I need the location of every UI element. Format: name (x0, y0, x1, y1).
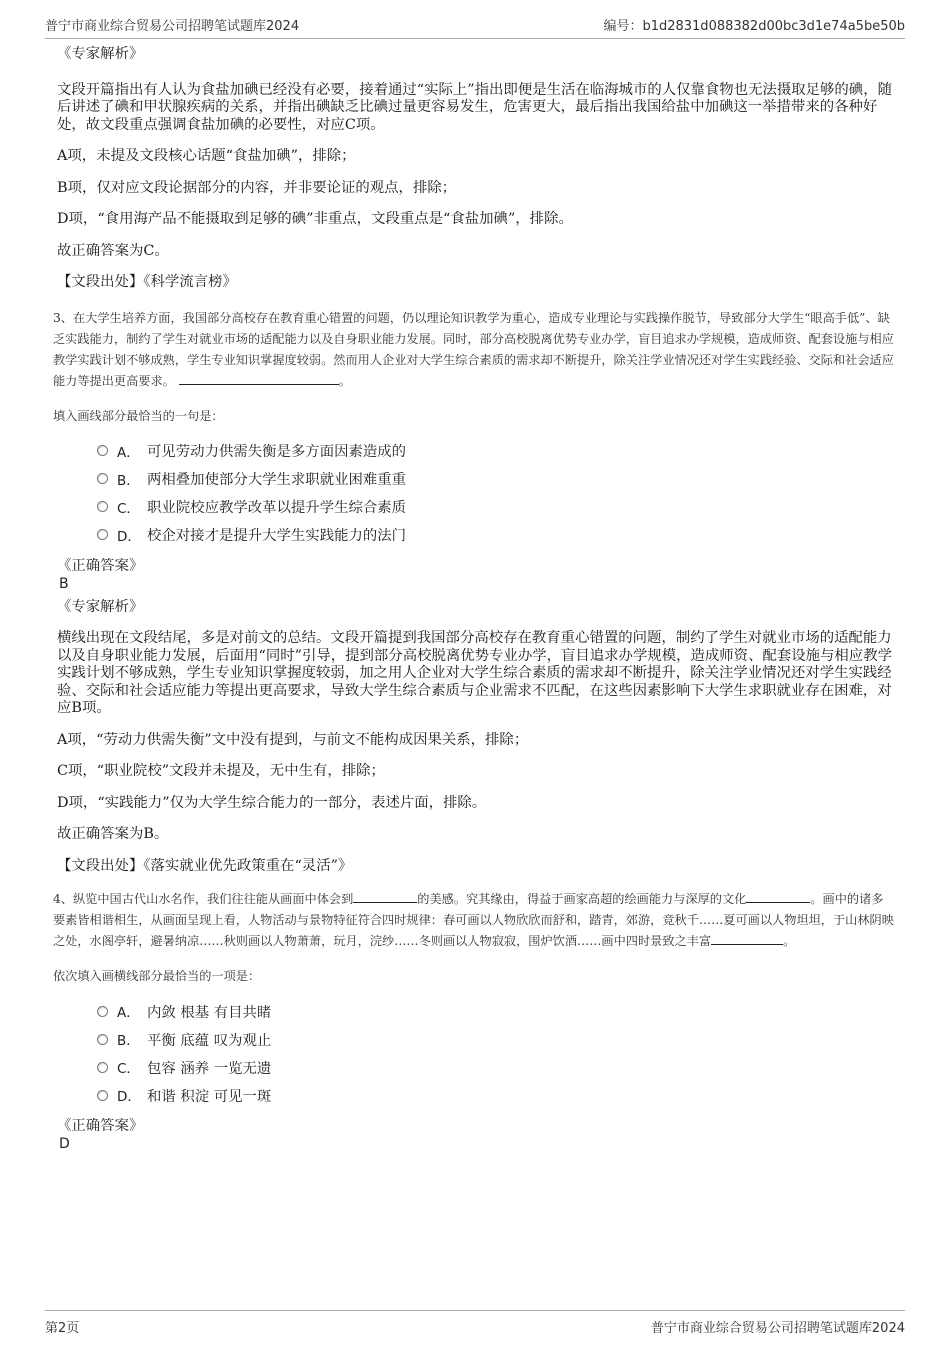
page-header (45, 14, 905, 39)
option-text: 校企对接才是提升大学生实践能力的法门 (147, 528, 407, 544)
radio-button[interactable] (97, 1006, 108, 1017)
q4-option-a[interactable] (97, 997, 895, 1025)
q4-prompt: 依次填入画横线部分最恰当的一项是： (53, 969, 261, 983)
q4-blank-3 (711, 932, 783, 945)
q3-prompt: 填入画线部分最恰当的一句是： (53, 408, 224, 423)
page-content (53, 46, 895, 1159)
option-letter: B． (117, 1033, 140, 1049)
q2-line-d: D项，“食用海产品不能摄取到足够的碘”非重点，文段重点是“食盐加碘”，排除。 (57, 211, 573, 227)
q3-source: 【文段出处】《落实就业优先政策重在“灵活”》 (57, 857, 353, 874)
q3-option-d[interactable] (97, 521, 895, 549)
option-text: 可见劳动力供需失衡是多方面因素造成的 (147, 444, 407, 460)
option-letter: C． (117, 500, 140, 517)
q4-stem-a: 4、纵览中国古代山水名作，我们往往能从画面中体会到 (53, 892, 354, 906)
option-text: 职业院校应教学改革以提升学生综合素质 (147, 500, 407, 516)
q3-option-a[interactable] (97, 437, 895, 465)
q2-analysis: 文段开篇指出有人认为食盐加碘已经没有必要，接着通过“实际上”指出即便是生活在临海城市的人仅靠食物也无法摄取足够的碘，随后讲述了碘和甲状腺疾病的关系，并指出碘缺乏比碘过量更容易发生，危害更大，最后指出我国给盐中加碘这一举措带来的各种好处，故文段重点强调食盐加碘的必要性，对应C项。 (57, 81, 892, 133)
q4-stem-end: 。 (783, 934, 796, 948)
q4-stem (53, 889, 895, 952)
radio-button[interactable] (97, 1090, 108, 1101)
q3-line-a: A项，“劳动力供需失衡”文中没有提到，与前文不能构成因果关系，排除； (57, 731, 529, 748)
radio-button[interactable] (97, 529, 108, 540)
q3-answer-line: 故正确答案为B。 (57, 826, 169, 842)
q3-answer-title: 《正确答案》 (57, 557, 144, 574)
q3-option-b[interactable] (97, 465, 895, 493)
radio-button[interactable] (97, 501, 108, 512)
q4-answer-title: 《正确答案》 (57, 1118, 144, 1134)
q4-stem-b: 的美感。究其缘由，得益于画家高超的绘画能力与深厚的文化 (417, 892, 747, 906)
q3-analysis-title: 《专家解析》 (57, 598, 144, 615)
option-letter: C． (117, 1061, 140, 1077)
q3-options (97, 437, 895, 549)
option-letter: D． (117, 1089, 141, 1105)
q4-answer: D (59, 1136, 70, 1152)
q3-line-c: C项，“职业院校”文段并未提及，无中生有，排除； (57, 763, 385, 779)
q3-line-d: D项，“实践能力”仅为大学生综合能力的一部分，表述片面，排除。 (57, 794, 487, 811)
header-title: 普宁市商业综合贸易公司招聘笔试题库2024 (45, 18, 300, 34)
q2-source: 【文段出处】《科学流言榜》 (57, 274, 237, 290)
option-letter: A． (117, 444, 140, 461)
q4-option-d[interactable] (97, 1081, 895, 1109)
radio-button[interactable] (97, 473, 108, 484)
page-footer (45, 1310, 905, 1337)
q3-analysis: 横线出现在文段结尾，多是对前文的总结。文段开篇提到我国部分高校存在教育重心错置的问题，制约了学生对就业市场的适配能力以及自身职业能力发展，后面用“同时”引导，提到部分高校脱离优势专业办学，盲目追求办学规模，造成师资、配套设施与相应教学实践计划不够成熟，学生专业知识掌握度较弱，加之用人企业对大学生综合素质的需求却不断提升，除关注学业情况还对学生实践经验、交际和社会适应能力等提出更高要求，导致大学生综合素质与企业需求不匹配，在这些因素影响下大学生求职就业存在困难，对应B项。 (57, 630, 892, 716)
q3-stem-end: 。 (338, 373, 351, 388)
radio-button[interactable] (97, 1062, 108, 1073)
q4-options (97, 997, 895, 1109)
option-text: 平衡 底蕴 叹为观止 (147, 1032, 272, 1049)
option-text: 和谐 积淀 可见一斑 (147, 1088, 272, 1105)
page-number: 第2页 (45, 1320, 80, 1336)
q4-blank-2 (746, 890, 810, 903)
option-letter: D． (117, 528, 141, 545)
q3-blank (179, 372, 339, 385)
q2-analysis-title: 《专家解析》 (57, 46, 144, 62)
q3-stem (53, 308, 895, 392)
q4-option-c[interactable] (97, 1053, 895, 1081)
document-id: 编号：b1d2831d088382d00bc3d1e74a5be50b (603, 18, 905, 34)
q4-blank-1 (353, 890, 417, 903)
q2-line-a: A项，未提及文段核心话题“食盐加碘”，排除； (57, 148, 356, 164)
option-letter: A． (117, 1005, 140, 1021)
radio-button[interactable] (97, 1034, 108, 1045)
q3-option-c[interactable] (97, 493, 895, 521)
q3-answer: B (59, 575, 69, 592)
option-text: 包容 涵养 一览无遗 (147, 1060, 272, 1077)
q2-answer-line: 故正确答案为C。 (57, 242, 169, 259)
option-letter: B． (117, 472, 140, 489)
q2-line-b: B项，仅对应文段论据部分的内容，并非要论证的观点，排除； (57, 179, 457, 196)
q4-stem-c: 。画中的诸多要素皆相谐相生，从画面呈现上看，人物活动与景物特征符合四时规律：春可画以人物欣欣而舒和，踏青，郊游，竞秋千……夏可画以人物坦坦，于山林阴映之处，水阁亭轩，避暑纳凉……秋则画以人物萧萧，玩月，浣纱……冬则画以人物寂寂，围炉饮酒……画中四时景致之丰富 (53, 892, 894, 948)
q3-stem-text: 3、在大学生培养方面，我国部分高校存在教育重心错置的问题，仍以理论知识教学为重心，造成专业理论与实践操作脱节，导致部分大学生“眼高手低”、缺乏实践能力，制约了学生对就业市场的适配能力以及自身职业能力发展。同时，部分高校脱离优势专业办学，盲目追求办学规模，造成师资、配套设施与相应教学实践计划不够成熟，学生专业知识掌握度较弱。然而用人企业对大学生综合素质的需求却不断提升，除关注学业情况还对学生实践经验、交际和社会适应能力等提出更高要求。 (53, 310, 894, 388)
option-text: 内敛 根基 有目共睹 (147, 1004, 272, 1021)
footer-title: 普宁市商业综合贸易公司招聘笔试题库2024 (650, 1320, 905, 1336)
option-text: 两相叠加使部分大学生求职就业困难重重 (147, 472, 407, 488)
radio-button[interactable] (97, 445, 108, 456)
q4-option-b[interactable] (97, 1025, 895, 1053)
